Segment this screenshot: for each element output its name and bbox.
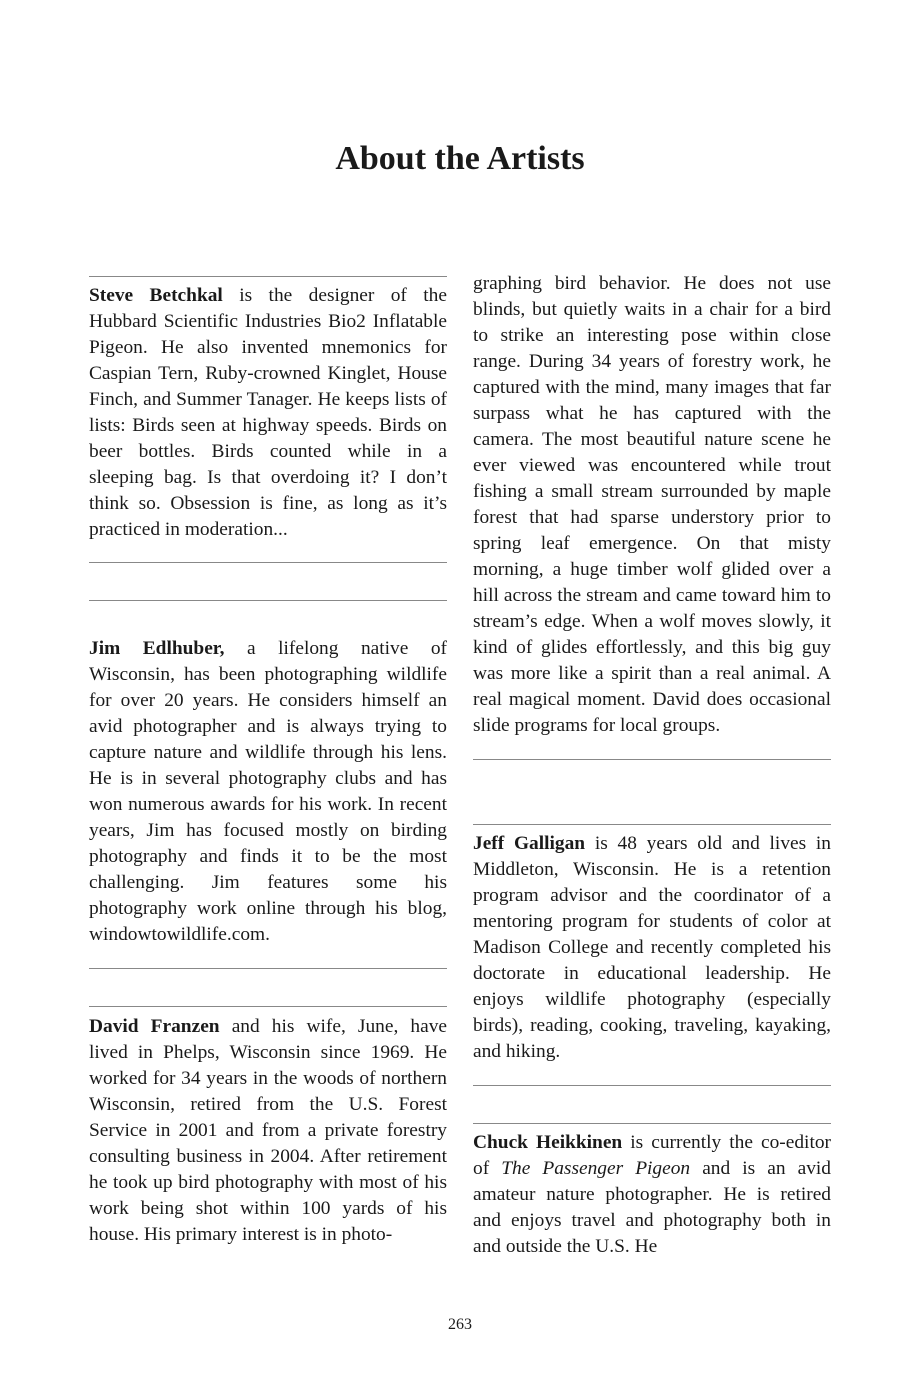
bio-text: and is an avid amateur nature photographer. He is retired and enjoys travel and photography both in and outside the U.S. He xyxy=(473,1158,831,1257)
bio-text: is the designer of the Hubbard Scientific Industries Bio2 Inflatable Pigeon. He also invented mnemonics for Caspian Tern, Ruby-crowned Kinglet, House Finch, and Summer Tanager. He keeps lists of lists: Birds seen at highway speeds. Birds on beer bottles. Birds counted while in a sleeping bag. Is that overdoing it? I don’t think so. Obsession is fine, as long as it’s practiced in moderation... xyxy=(89,285,447,540)
bio-text: and his wife, June, have lived in Phelps, Wisconsin since 1969. He worked for 34 years in the woods of northern Wisconsin, retired from the U.S. Forest Service in 2001 and from a private forestry consulting business in 2004. After retirement he took up bird photography with most of his work being shot within 100 yards of his house. His primary interest is in photo- xyxy=(89,1016,447,1245)
bio-steve-betchkal xyxy=(89,283,447,543)
artist-name: Steve Betchkal xyxy=(89,285,223,306)
bio-chuck-heikkinen xyxy=(473,1130,831,1260)
divider xyxy=(473,1123,831,1124)
bio-text: graphing bird behavior. He does not use blinds, but quietly waits in a chair for a bird to strike an interesting pose within close range. During 34 years of forestry work, he captured with the mind, many images that far surpass what he has captured with the camera. The most beautiful nature scene he ever viewed was encountered while trout fishing a small stream surrounded by maple forest that had sparse understory prior to spring leaf emergence. On that misty morning, a huge timber wolf glided over a hill across the stream and came toward him to stream’s edge. When a wolf moves slowly, it kind of glides effortlessly, and this big guy was more like a spirit than a real animal. A real magical moment. David does occasional slide programs for local groups. xyxy=(473,273,831,736)
page-title: About the Artists xyxy=(335,140,585,177)
divider xyxy=(89,1006,447,1007)
publication-title: The Passenger Pigeon xyxy=(501,1158,691,1179)
artist-name: Chuck Heikkinen xyxy=(473,1132,623,1153)
divider xyxy=(473,1085,831,1086)
bio-david-franzen xyxy=(89,1014,447,1248)
bio-jeff-galligan xyxy=(473,831,831,1065)
artist-name: Jeff Galligan xyxy=(473,833,586,854)
page-number: 263 xyxy=(448,1316,472,1333)
divider xyxy=(473,824,831,825)
divider xyxy=(89,600,447,601)
divider xyxy=(473,759,831,760)
artist-name: Jim Edlhuber, xyxy=(89,638,225,659)
bio-jim-edlhuber xyxy=(89,636,447,948)
divider xyxy=(89,968,447,969)
bio-text: a lifelong native of Wisconsin, has been photographing wildlife for over 20 years. He considers himself an avid photographer and is always trying to capture nature and wildlife through his lens. He is in several photography clubs and has won numerous awards for his work. In recent years, Jim has focused mostly on birding photography and finds it to be the most challenging. Jim features some his photography work online through his blog, windowtowildlife.com. xyxy=(89,638,448,945)
right-column xyxy=(473,265,831,1260)
divider xyxy=(89,562,447,563)
artist-name: David Franzen xyxy=(89,1016,220,1037)
bio-david-franzen-continued xyxy=(473,271,831,739)
bio-text: is currently the co-editor of xyxy=(473,1132,831,1179)
bio-text: is 48 years old and lives in Middleton, Wisconsin. He is a retention program advisor and the coordinator of a mentoring program for students of color at Madison College and recently completed his doctorate in educational leadership. He enjoys wildlife photography (especially birds), reading, cooking, traveling, kayaking, and hiking. xyxy=(473,833,831,1062)
left-column xyxy=(89,265,447,1248)
divider xyxy=(89,276,447,277)
